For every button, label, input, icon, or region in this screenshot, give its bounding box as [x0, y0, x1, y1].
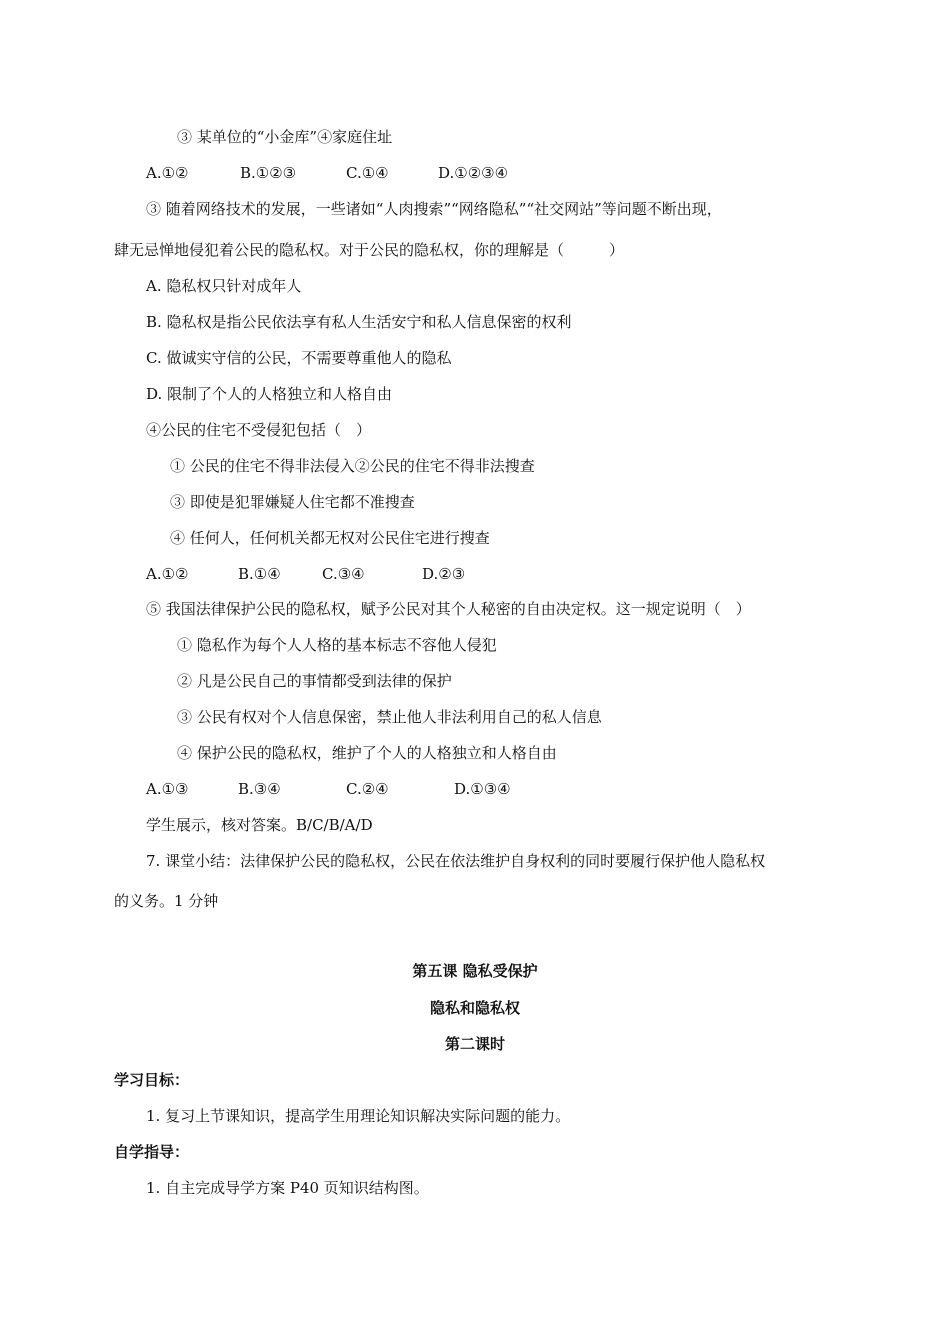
q4-option-c: C.③④: [322, 565, 365, 583]
q4-option-b: B.①④: [238, 565, 281, 583]
q2-option-d: D.①②③④: [438, 164, 509, 182]
q3-stem-line-2: 肆无忌惮地侵犯着公民的隐私权。对于公民的隐私权，你的理解是（ ）: [114, 241, 625, 259]
q5-stem: ⑤ 我国法律保护公民的隐私权，赋予公民对其个人秘密的自由决定权。这一规定说明（ ）: [146, 600, 751, 618]
q5-option-c: C.②④: [346, 780, 389, 798]
q4-item-3: ④ 任何人，任何机关都无权对公民住宅进行搜查: [170, 529, 490, 547]
q4-option-d: D.②③: [422, 565, 466, 583]
q4-item-1: ① 公民的住宅不得非法侵入②公民的住宅不得非法搜查: [170, 457, 535, 475]
period-title: 第二课时: [444, 1035, 505, 1053]
goals-heading: 学习目标：: [114, 1071, 190, 1089]
q5-item-3: ③ 公民有权对个人信息保密，禁止他人非法利用自己的私人信息: [177, 708, 602, 726]
guide-item-1: 1. 自主完成导学方案 P40 页知识结构图。: [146, 1179, 429, 1197]
summary-line-1: 7. 课堂小结：法律保护公民的隐私权，公民在依法维护自身权利的同时要履行保护他人隐私权: [146, 852, 766, 870]
q5-item-4: ④ 保护公民的隐私权，维护了个人的人格独立和人格自由: [177, 744, 557, 762]
guide-heading: 自学指导：: [114, 1143, 190, 1161]
q3-option-b: B. 隐私权是指公民依法享有私人生活安宁和私人信息保密的权利: [146, 313, 572, 331]
q2-option-c: C.①④: [346, 164, 389, 182]
q5-option-d: D.①③④: [454, 780, 511, 798]
summary-line-2: 的义务。1 分钟: [114, 892, 219, 910]
q4-item-2: ③ 即使是犯罪嫌疑人住宅都不准搜查: [170, 493, 415, 511]
q2-tail-line: ③ 某单位的“小金库”④家庭住址: [177, 128, 393, 146]
q3-option-c: C. 做诚实守信的公民，不需要尊重他人的隐私: [146, 349, 452, 367]
goal-item-1: 1. 复习上节课知识，提高学生用理论知识解决实际问题的能力。: [146, 1107, 571, 1125]
q4-options: [146, 564, 465, 584]
q2-option-b: B.①②③: [240, 164, 297, 182]
q2-options: [146, 163, 508, 183]
q5-option-b: B.③④: [238, 780, 281, 798]
lesson-title: 第五课 隐私受保护: [412, 962, 538, 980]
q4-option-a: A.①②: [146, 565, 189, 583]
section-title: 隐私和隐私权: [429, 999, 520, 1017]
q4-stem: ④公民的住宅不受侵犯包括（ ）: [146, 421, 372, 439]
q3-option-a: A. 隐私权只针对成年人: [146, 277, 302, 295]
q5-item-2: ② 凡是公民自己的事情都受到法律的保护: [177, 672, 452, 690]
q2-option-a: A.①②: [146, 164, 189, 182]
q5-options: [146, 779, 511, 799]
q5-option-a: A.①③: [146, 780, 189, 798]
q5-item-1: ① 隐私作为每个人人格的基本标志不容他人侵犯: [177, 636, 497, 654]
answer-line: 学生展示，核对答案。B/C/B/A/D: [146, 816, 373, 834]
q3-option-d: D. 限制了个人的人格独立和人格自由: [146, 385, 393, 403]
q3-stem-line-1: ③ 随着网络技术的发展，一些诸如“人肉搜索”“网络隐私”“社交网站”等问题不断出现，: [146, 200, 722, 218]
